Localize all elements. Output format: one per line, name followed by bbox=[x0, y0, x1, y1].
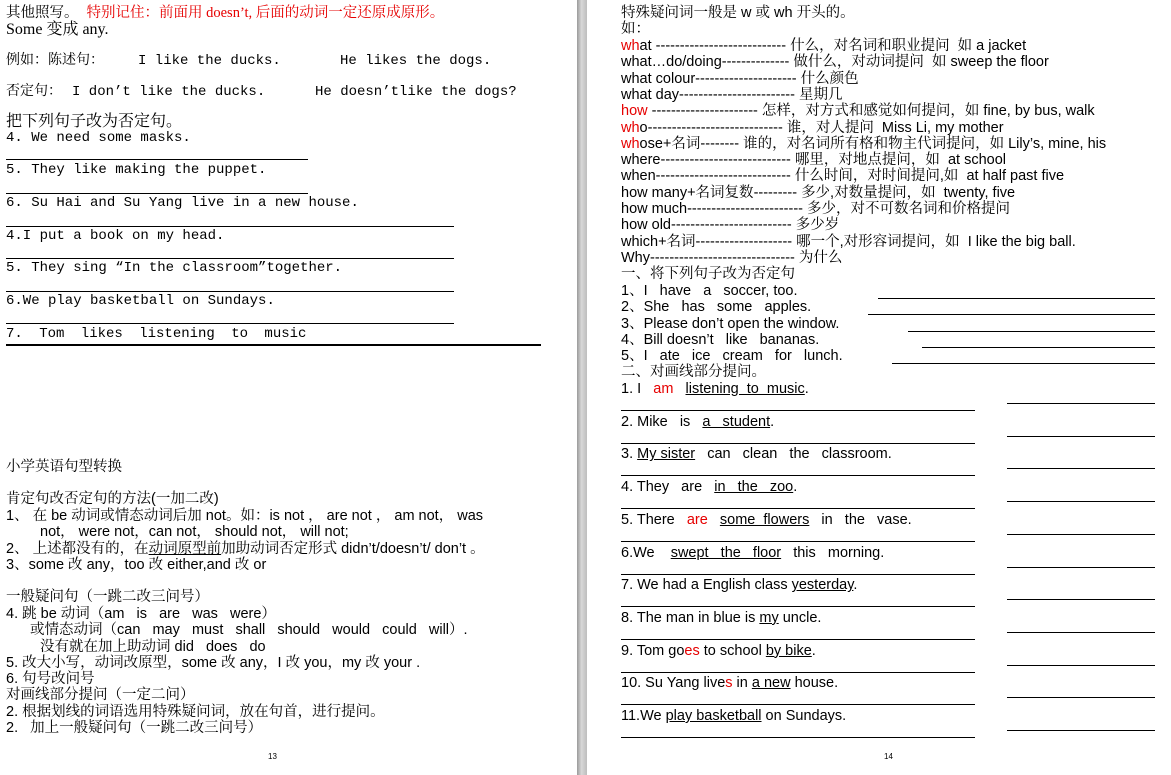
sentence-end: . bbox=[804, 381, 809, 397]
some-any-rule: Some 变成 any. bbox=[6, 21, 109, 38]
answer-line[interactable] bbox=[6, 258, 454, 259]
highlight-word: am bbox=[653, 381, 674, 397]
negative-2: He doesn’tlike the dogs? bbox=[315, 84, 517, 100]
sentence-start: 8. The man in blue is bbox=[621, 609, 760, 626]
rule-1: 1、 在 be 动词或情态动词后加 not。如：is not ， are not ， am not， was bbox=[6, 508, 484, 524]
wh-word-meaning: 什么颜色 bbox=[800, 70, 859, 87]
underlined-phrase: listening to music bbox=[685, 381, 805, 397]
wh-word-meaning: 哪一个,对形容词提问，如 I like the big ball. bbox=[796, 233, 1076, 250]
underlined-phrase: in the zoo bbox=[714, 479, 794, 496]
highlight-word: s bbox=[725, 675, 733, 692]
wh-word-row bbox=[621, 120, 1004, 137]
page-number: 13 bbox=[268, 752, 277, 761]
answer-line[interactable] bbox=[621, 574, 975, 575]
example-marker: 如： bbox=[621, 21, 650, 37]
answer-line[interactable] bbox=[1007, 567, 1155, 568]
wh-word-dashes: ------------------------- bbox=[670, 217, 796, 234]
answer-line[interactable] bbox=[621, 639, 975, 640]
sentence-start: 2. Mike is bbox=[621, 413, 703, 430]
wh-word-highlight: wh bbox=[621, 38, 640, 54]
answer-line[interactable] bbox=[621, 672, 975, 673]
wh-word-meaning: 多少岁 bbox=[795, 217, 840, 234]
sentence-end: . bbox=[811, 642, 816, 659]
sentence-end: can clean the classroom. bbox=[695, 446, 892, 463]
sentence-middle: to school bbox=[699, 642, 766, 659]
wh-word: Why bbox=[621, 249, 650, 266]
question-rule-5: 5. 改大小写，动词改原型，some 改 any，I 改 you，my 改 your . bbox=[6, 655, 421, 671]
page-14 bbox=[587, 0, 1171, 775]
question-exercise bbox=[621, 381, 809, 398]
sentence-middle bbox=[673, 381, 685, 397]
wh-word: o bbox=[639, 119, 648, 136]
wh-word-meaning: 什么时间，对时间提问,如 at half past five bbox=[794, 168, 1065, 185]
sentence-middle: in bbox=[732, 675, 752, 692]
sentence-middle bbox=[708, 512, 720, 528]
answer-line[interactable] bbox=[922, 347, 1155, 348]
underlined-phrase: a new bbox=[751, 675, 791, 692]
sentence-start: 4. They are bbox=[621, 479, 715, 496]
answer-line[interactable] bbox=[1007, 665, 1155, 666]
wh-word-row bbox=[621, 103, 1095, 120]
sentence-end: house. bbox=[790, 675, 839, 692]
answer-line[interactable] bbox=[6, 226, 454, 227]
answer-line[interactable] bbox=[1007, 436, 1155, 437]
negative-exercise: 3、Please don’t open the window. bbox=[621, 315, 840, 332]
sentence-end: on Sundays. bbox=[761, 708, 847, 724]
negative-exercise: 5、I ate ice cream for lunch. bbox=[621, 348, 843, 365]
underlined-phrase: play basketball bbox=[665, 708, 762, 724]
wh-word-dashes: ------------------------ bbox=[679, 86, 799, 103]
wh-word-highlight: how bbox=[621, 103, 648, 120]
wh-word-meaning: 谁，对人提问 Miss Li, my mother bbox=[786, 119, 1004, 136]
wh-word-dashes: ---------------------- bbox=[647, 103, 762, 120]
answer-line[interactable] bbox=[908, 331, 1155, 332]
wh-word-dashes: --------------------------- bbox=[651, 38, 791, 54]
question-exercise bbox=[621, 545, 884, 562]
underlined-phrase: by bike bbox=[765, 642, 812, 659]
wh-word-row bbox=[621, 136, 1106, 153]
rule-2: 2、 上述都没有的，在动词原型前加助动词否定形式 didn’t/doesn’t/ don’t 。 bbox=[6, 541, 485, 557]
wh-word-dashes: -------- bbox=[700, 135, 744, 152]
wh-word: what…do/doing bbox=[621, 54, 722, 71]
wh-word-dashes: --------------------------- bbox=[660, 152, 795, 169]
question-title: 一般疑问句（一跳二改三问号） bbox=[6, 589, 209, 605]
wh-word: how old bbox=[621, 217, 671, 234]
question-exercise bbox=[621, 610, 821, 627]
answer-line[interactable] bbox=[621, 443, 975, 444]
sentence-end: . bbox=[770, 413, 775, 430]
answer-line[interactable] bbox=[878, 298, 1155, 299]
answer-line[interactable] bbox=[1007, 730, 1155, 731]
wh-word: which+名词 bbox=[621, 233, 696, 250]
top-note: 其他照写。 特别记住：前面用 doesn’t, 后面的动词一定还原成原形。 bbox=[6, 5, 445, 21]
negative-exercise: 2、She has some apples. bbox=[621, 299, 812, 316]
page-gutter bbox=[577, 0, 587, 775]
wh-word-row bbox=[621, 168, 1064, 185]
wh-word-meaning: 谁的，对名词所有格和物主代词提问，如 Lily’s, mine, his bbox=[743, 135, 1107, 152]
wh-word-meaning: 做什么，对动词提问 如 sweep the floor bbox=[793, 54, 1049, 71]
answer-line[interactable] bbox=[621, 737, 975, 738]
wh-rule-3: 2. 加上一般疑问句（一跳二改三问号） bbox=[6, 720, 263, 736]
negative-exercise: 1、I have a soccer, too. bbox=[621, 283, 798, 299]
sentence-start: 5. There bbox=[621, 511, 687, 528]
wh-rule-2: 2. 根据划线的词语选用特殊疑问词，放在句首，进行提问。 bbox=[6, 704, 385, 720]
wh-word-meaning: 哪里，对地点提问，如 at school bbox=[794, 152, 1006, 169]
exercise-line: 5. They sing “In the classroom”together. bbox=[6, 260, 343, 276]
underlined-phrase: My sister bbox=[637, 446, 696, 463]
underlined-phrase: swept the floor bbox=[670, 544, 782, 561]
underlined-phrase: my bbox=[759, 609, 779, 626]
answer-line[interactable] bbox=[1007, 468, 1155, 469]
method-title: 肯定句改否定句的方法(一加二改) bbox=[6, 491, 219, 507]
wh-word-dashes: --------------------- bbox=[695, 70, 801, 87]
question-exercise bbox=[621, 708, 846, 725]
wh-word-meaning: 怎样，对方式和感觉如何提问，如 fine, by bus, walk bbox=[761, 103, 1095, 120]
answer-line[interactable] bbox=[621, 410, 975, 411]
rule-1-cont: not， were not，can not， should not， will not; bbox=[40, 524, 349, 540]
wh-word-dashes: ------------------------------ bbox=[650, 249, 799, 266]
wh-word-dashes: --------- bbox=[753, 184, 802, 201]
sentence-start: 6.We bbox=[621, 544, 671, 561]
answer-line[interactable] bbox=[1007, 697, 1155, 698]
wh-word-dashes: -------------- bbox=[721, 54, 794, 71]
example-label: 例如：陈述句： bbox=[6, 53, 104, 69]
wh-word-row bbox=[621, 71, 859, 88]
wh-word: how much bbox=[621, 201, 688, 217]
exercise-title: 把下列句子改为否定句。 bbox=[6, 113, 183, 130]
answer-line[interactable] bbox=[621, 475, 975, 476]
answer-line[interactable] bbox=[892, 363, 1155, 364]
wh-word: what day bbox=[621, 86, 680, 103]
underlined-phrase: yesterday bbox=[791, 577, 854, 594]
page-number: 14 bbox=[884, 752, 893, 761]
question-exercise bbox=[621, 414, 774, 431]
answer-line[interactable] bbox=[6, 159, 308, 160]
answer-line[interactable] bbox=[1007, 501, 1155, 502]
wh-word-dashes: ---------------------------- bbox=[655, 168, 795, 185]
question-rule-4c: 没有就在加上助动词 did does do bbox=[40, 639, 266, 655]
section-title: 小学英语句型转换 bbox=[6, 459, 122, 475]
sentence-end: this morning. bbox=[781, 544, 885, 561]
answer-line[interactable] bbox=[1007, 403, 1155, 404]
wh-word-row bbox=[621, 250, 842, 267]
question-rule-4: 4. 跳 be 动词（am is are was were） bbox=[6, 606, 276, 622]
wh-word: what colour bbox=[621, 70, 696, 87]
answer-line[interactable] bbox=[621, 704, 975, 705]
question-exercise bbox=[621, 479, 797, 496]
wh-word-meaning: 什么，对名词和职业提问 如 a jacket bbox=[790, 38, 1027, 54]
wh-word-row bbox=[621, 185, 1015, 202]
highlight-word: es bbox=[684, 642, 700, 659]
wh-word-highlight: wh bbox=[621, 119, 640, 136]
wh-word-row bbox=[621, 152, 1006, 169]
exercise-line: 4.I put a book on my head. bbox=[6, 228, 225, 244]
wh-word-row bbox=[621, 217, 839, 234]
part2-title: 二、对画线部分提问。 bbox=[621, 364, 766, 380]
part1-title: 一、将下列句子改为否定句 bbox=[621, 266, 795, 282]
wh-word-meaning: 多少,对数量提问，如 twenty, five bbox=[801, 184, 1016, 201]
answer-line[interactable] bbox=[1007, 599, 1155, 600]
exercise-line: 4. We need some masks. bbox=[6, 130, 191, 146]
sentence-end: uncle. bbox=[778, 609, 822, 626]
question-exercise bbox=[621, 446, 892, 463]
answer-line[interactable] bbox=[6, 344, 541, 346]
wh-intro: 特殊疑问词一般是 w 或 wh 开头的。 bbox=[621, 5, 855, 21]
answer-line[interactable] bbox=[1007, 632, 1155, 633]
wh-word-dashes: ---------------------------- bbox=[647, 119, 787, 136]
question-rule-6: 6. 句号改问号 bbox=[6, 671, 95, 687]
wh-word: how many+名词复数 bbox=[621, 184, 754, 201]
wh-word: where bbox=[621, 152, 661, 169]
question-exercise bbox=[621, 643, 816, 660]
wh-word: at bbox=[639, 38, 652, 54]
answer-line[interactable] bbox=[6, 193, 308, 194]
question-exercise bbox=[621, 577, 857, 594]
wh-word-dashes: -------------------- bbox=[695, 233, 797, 250]
answer-line[interactable] bbox=[621, 606, 975, 607]
example-2: He likes the dogs. bbox=[340, 53, 492, 69]
page-13 bbox=[0, 0, 577, 775]
rule-3: 3、some 改 any，too 改 either,and 改 or bbox=[6, 557, 267, 573]
wh-title: 对画线部分提问（一定二问） bbox=[6, 687, 195, 703]
wh-word-row bbox=[621, 201, 1010, 218]
wh-word-meaning: 为什么 bbox=[798, 249, 843, 266]
answer-line[interactable] bbox=[868, 314, 1155, 315]
negative-1: I don’t like the ducks. bbox=[72, 84, 266, 100]
answer-line[interactable] bbox=[6, 323, 454, 324]
wh-word-highlight: wh bbox=[621, 135, 640, 152]
sentence-start: 10. Su Yang live bbox=[621, 675, 726, 692]
exercise-line: 6. Su Hai and Su Yang live in a new house. bbox=[6, 195, 359, 211]
question-rule-4b: 或情态动词（can may must shall should would could will）. bbox=[30, 622, 468, 638]
wh-word-row bbox=[621, 234, 1076, 251]
sentence-start: 11.We bbox=[621, 708, 666, 724]
exercise-line: 6.We play basketball on Sundays. bbox=[6, 293, 275, 309]
wh-word-dashes: ------------------------ bbox=[687, 201, 808, 217]
negative-label: 否定句： bbox=[6, 84, 62, 100]
sentence-end: . bbox=[853, 577, 858, 594]
sentence-end: . bbox=[793, 479, 798, 496]
question-exercise bbox=[621, 512, 912, 529]
wh-word-row bbox=[621, 54, 1049, 71]
underlined-phrase: a student bbox=[702, 413, 771, 430]
sentence-start: 3. bbox=[621, 446, 638, 463]
wh-word: when bbox=[621, 168, 656, 185]
sentence-start: 9. Tom go bbox=[621, 642, 685, 659]
answer-line[interactable] bbox=[1007, 534, 1155, 535]
highlight-word: are bbox=[686, 511, 708, 528]
exercise-line: 5. They like making the puppet. bbox=[6, 162, 267, 178]
sentence-start: 7. We had a English class bbox=[621, 577, 792, 594]
exercise-line: 7. Tom likes listening to music bbox=[6, 326, 307, 342]
answer-line[interactable] bbox=[621, 541, 975, 542]
answer-line[interactable] bbox=[6, 291, 454, 292]
wh-word-row bbox=[621, 87, 842, 104]
sentence-end: in the vase. bbox=[809, 511, 912, 528]
wh-word-meaning: 多少，对不可数名词和价格提问 bbox=[807, 201, 1011, 217]
wh-word: ose+名词 bbox=[639, 135, 701, 152]
answer-line[interactable] bbox=[621, 508, 975, 509]
negative-exercise: 4、Bill doesn’t like bananas. bbox=[621, 331, 820, 348]
wh-word-row bbox=[621, 38, 1026, 55]
wh-word-meaning: 星期几 bbox=[798, 86, 843, 103]
question-exercise bbox=[621, 675, 838, 692]
underlined-phrase: some flowers bbox=[719, 511, 810, 528]
example-1: I like the ducks. bbox=[138, 53, 281, 69]
sentence-start: 1. I bbox=[621, 381, 654, 397]
